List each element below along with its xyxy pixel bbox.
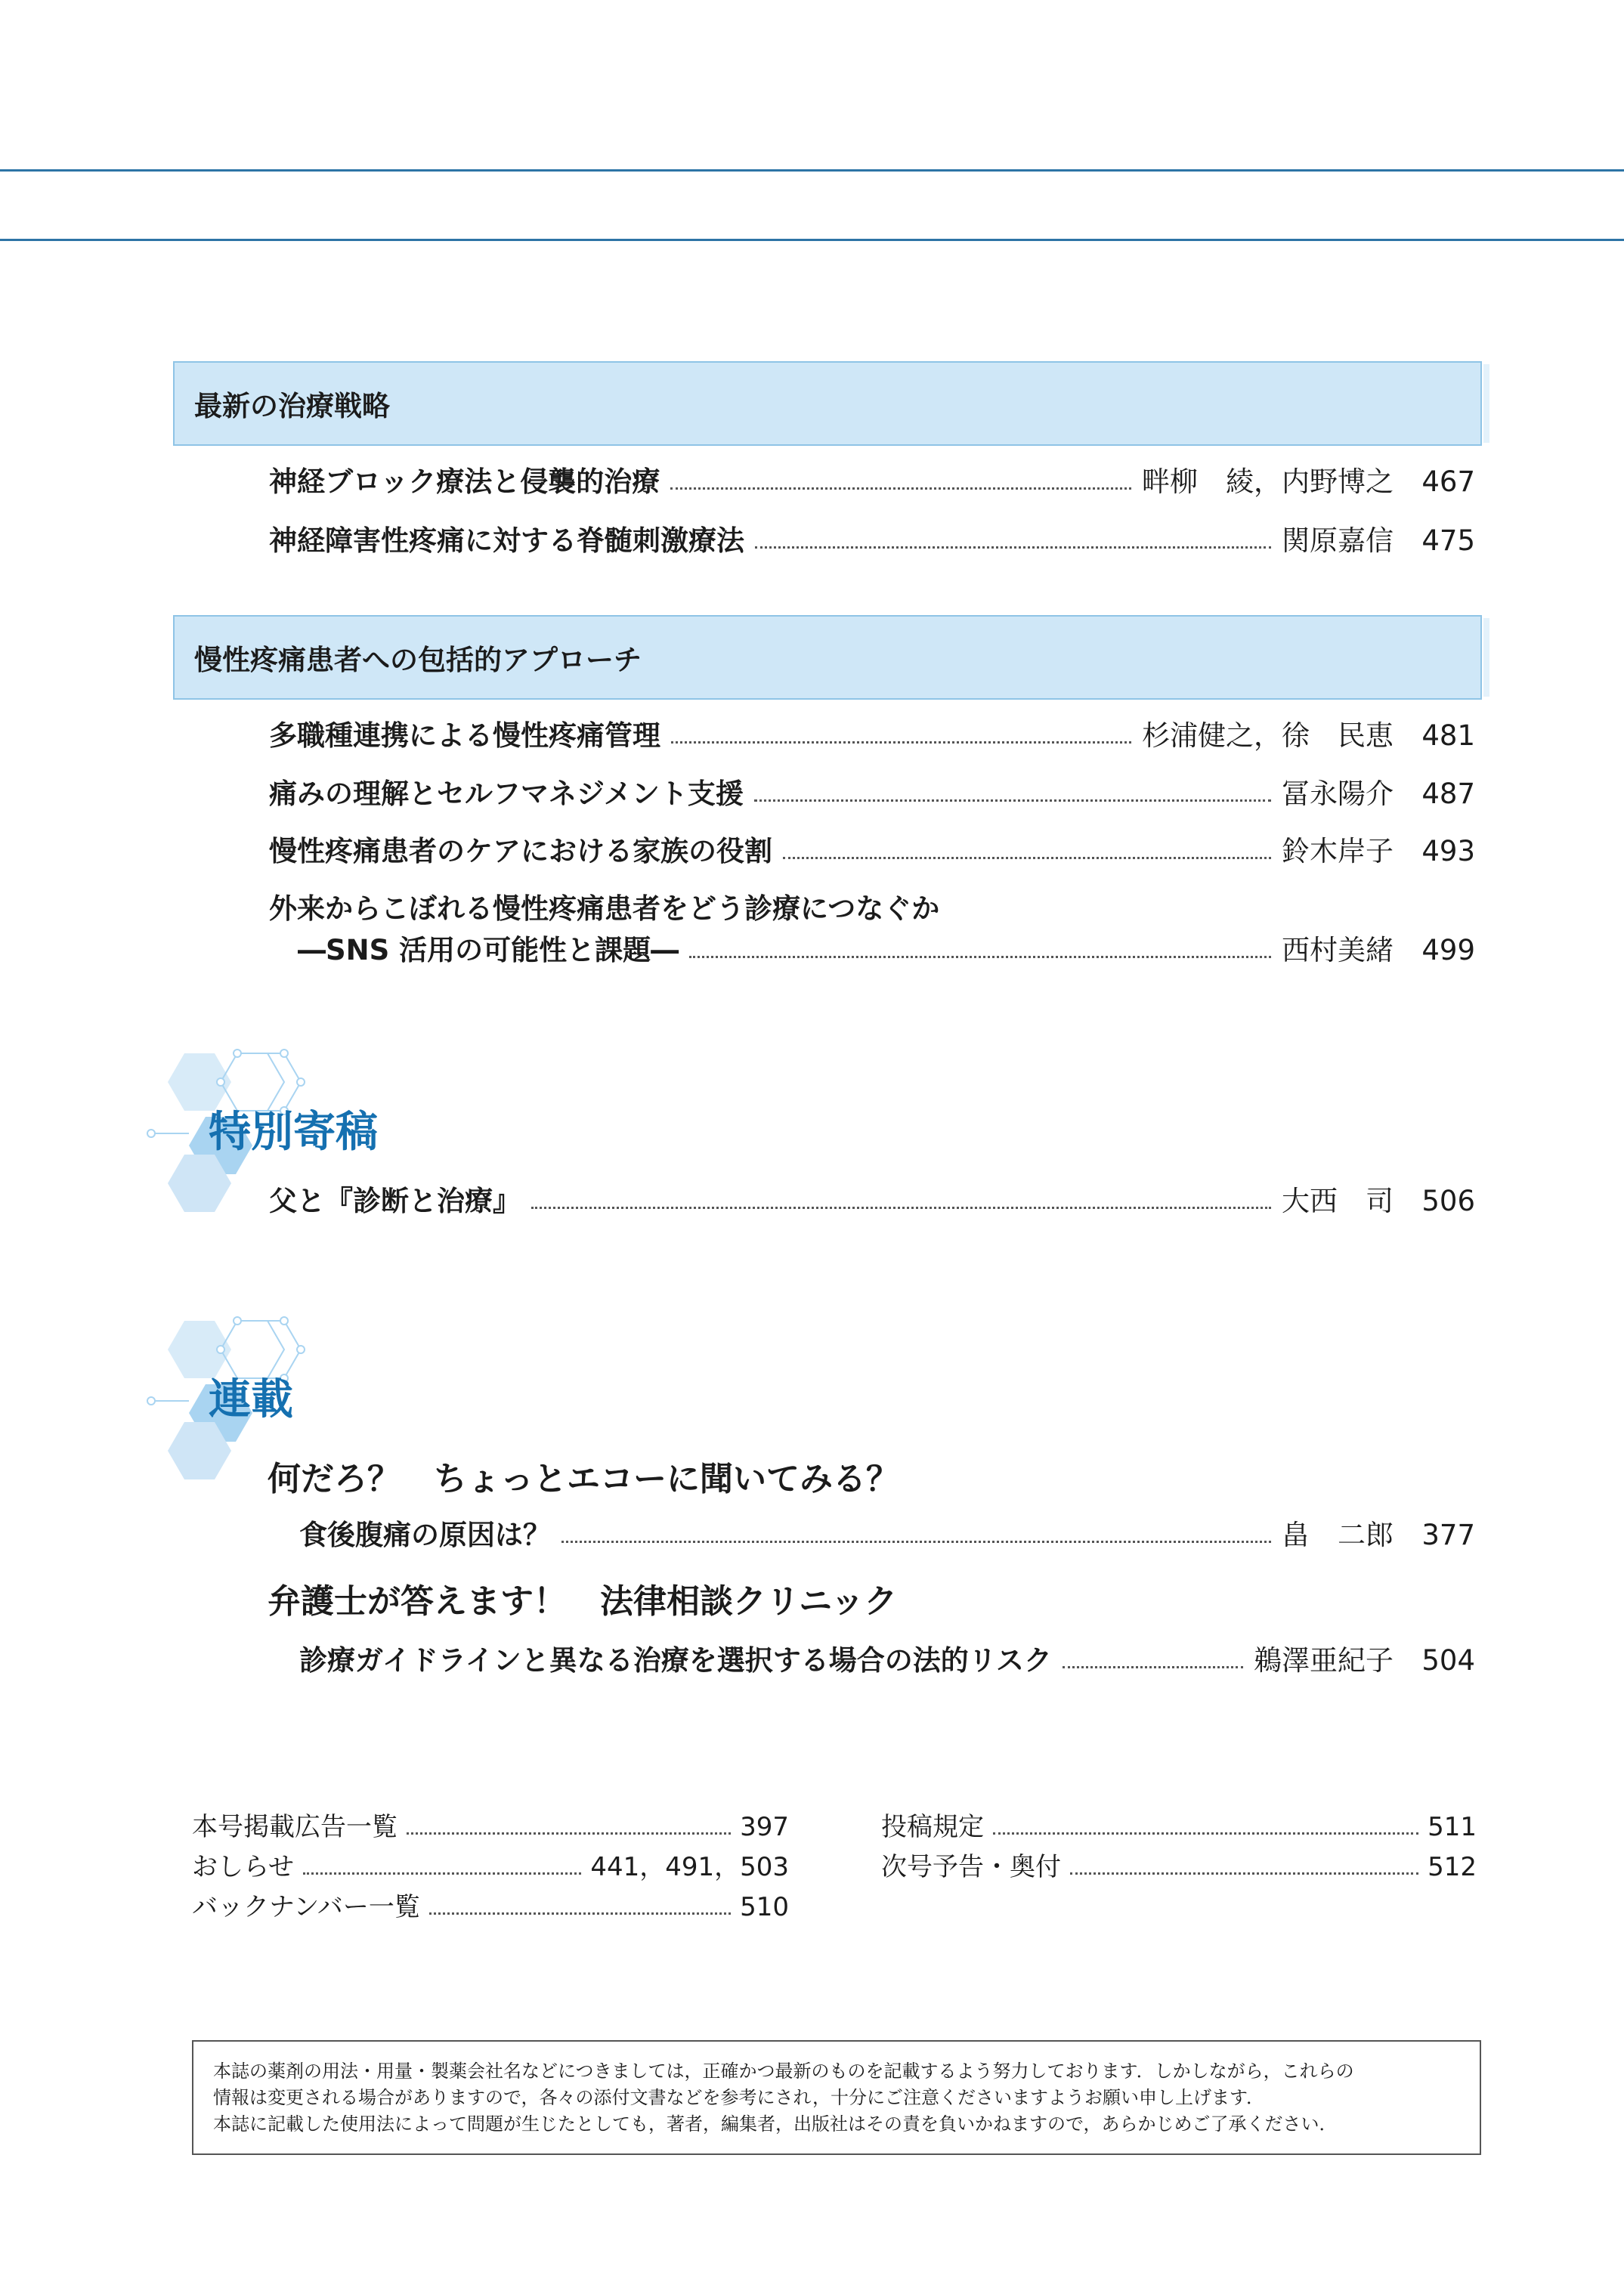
section-band-comprehensive-approach (173, 615, 1482, 700)
header-rule-bottom (0, 239, 1624, 241)
entry-title: 父と『診断と治療』 (269, 1185, 521, 1217)
header-rule-top (0, 169, 1624, 172)
entry-author: 杉浦健之，徐 民恵 (1142, 719, 1394, 752)
entry-page: 487 (1421, 778, 1475, 810)
section-heading: 最新の治療戦略 (194, 390, 390, 422)
entry-page: 493 (1421, 835, 1475, 867)
entry-title: 慢性疼痛患者のケアにおける家族の役割 (269, 835, 772, 867)
dot-leader (689, 956, 1271, 958)
dot-leader (407, 1832, 731, 1835)
entry-title: 痛みの理解とセルフマネジメント支援 (269, 778, 744, 810)
series-name: 何だろ？ ちょっとエコーに聞いてみる？ (268, 1460, 899, 1498)
entry-author: 大西 司 (1282, 1185, 1394, 1217)
section-band-latest-treatment (173, 361, 1482, 446)
misc-entry[interactable] (881, 1850, 1477, 1884)
entry-title: 神経障害性疼痛に対する脊髄刺激療法 (269, 524, 744, 557)
misc-entry[interactable] (192, 1850, 789, 1884)
toc-entry[interactable] (269, 774, 1475, 814)
toc-entry[interactable] (269, 462, 1475, 502)
dot-leader (671, 741, 1131, 744)
entry-title: 食後腹痛の原因は？ (299, 1519, 551, 1551)
dot-leader (754, 799, 1271, 802)
section-heading-series: 連載 (209, 1375, 293, 1424)
entry-page: 504 (1421, 1644, 1475, 1677)
entry-title-multiline[interactable]: 外来からこぼれる慢性疼痛患者をどう診療につなぐか (269, 892, 940, 925)
toc-entry[interactable] (269, 1182, 1475, 1221)
series-name: 弁護士が答えます！ 法律相談クリニック (268, 1582, 898, 1621)
entry-page: 475 (1421, 524, 1475, 557)
entry-author: 畠 二郎 (1282, 1519, 1394, 1551)
disclaimer-line: 本誌に記載した使用法によって問題が生じたとしても，著者，編集者，出版社はその責を負いかねますので，あらかじめご了承ください． (213, 2113, 1338, 2135)
misc-label: 投稿規定 (881, 1812, 984, 1842)
dot-leader (670, 487, 1131, 490)
entry-author: 鵜澤亜紀子 (1254, 1644, 1394, 1677)
misc-label: 次号予告・奥付 (881, 1852, 1061, 1882)
dot-leader (303, 1872, 581, 1875)
misc-pages: 511 (1428, 1812, 1477, 1842)
disclaimer-box (192, 2040, 1481, 2155)
entry-page: 506 (1421, 1185, 1475, 1217)
misc-label: 本号掲載広告一覧 (192, 1812, 397, 1842)
entry-author: 鈴木岸子 (1282, 835, 1394, 867)
entry-subtitle: ―SNS 活用の可能性と課題― (298, 934, 679, 966)
entry-page: 467 (1421, 465, 1475, 498)
misc-pages: 510 (740, 1892, 789, 1922)
misc-label: おしらせ (192, 1852, 294, 1882)
misc-pages: 397 (740, 1812, 789, 1842)
toc-entry[interactable] (269, 716, 1475, 756)
dot-leader (531, 1207, 1271, 1209)
entry-title: 診療ガイドラインと異なる治療を選択する場合の法的リスク (299, 1644, 1053, 1677)
toc-entry[interactable] (299, 1516, 1475, 1555)
section-heading-special: 特別寄稿 (209, 1108, 378, 1157)
dot-leader (993, 1832, 1418, 1835)
toc-entry[interactable] (299, 1641, 1475, 1680)
toc-entry[interactable] (269, 521, 1475, 561)
section-heading: 慢性疼痛患者への包括的アプローチ (194, 644, 642, 676)
entry-author: 西村美緒 (1282, 934, 1394, 966)
dot-leader (561, 1541, 1271, 1543)
misc-pages: 512 (1428, 1852, 1477, 1882)
entry-page: 499 (1421, 934, 1475, 966)
dot-leader (1070, 1872, 1418, 1875)
entry-author: 冨永陽介 (1282, 778, 1394, 810)
entry-page: 481 (1421, 719, 1475, 752)
toc-entry[interactable] (298, 931, 1475, 970)
entry-author: 関原嘉信 (1282, 524, 1394, 557)
misc-pages: 441，491，503 (590, 1852, 789, 1882)
dot-leader (429, 1912, 731, 1915)
toc-entry[interactable] (269, 832, 1475, 871)
misc-label: バックナンバー一覧 (192, 1892, 420, 1922)
disclaimer-line: 本誌の薬剤の用法・用量・製薬会社名などにつきましては，正確かつ最新のものを記載するよう努力しております．しかしながら，これらの (213, 2061, 1354, 2082)
entry-author: 畔柳 綾，内野博之 (1142, 465, 1394, 498)
dot-leader (1063, 1666, 1243, 1668)
entry-title: 多職種連携による慢性疼痛管理 (269, 719, 660, 752)
dot-leader (755, 546, 1271, 549)
disclaimer-line: 情報は変更される場合がありますので，各々の添付文書などを参考にされ，十分にご注意くださいますようお願い申し上げます． (213, 2087, 1265, 2108)
misc-entry[interactable] (192, 1891, 789, 1924)
entry-page: 377 (1421, 1519, 1475, 1551)
misc-entry[interactable] (881, 1810, 1477, 1844)
dot-leader (783, 857, 1271, 859)
misc-entry[interactable] (192, 1810, 789, 1844)
entry-title: 神経ブロック療法と侵襲的治療 (269, 465, 660, 498)
